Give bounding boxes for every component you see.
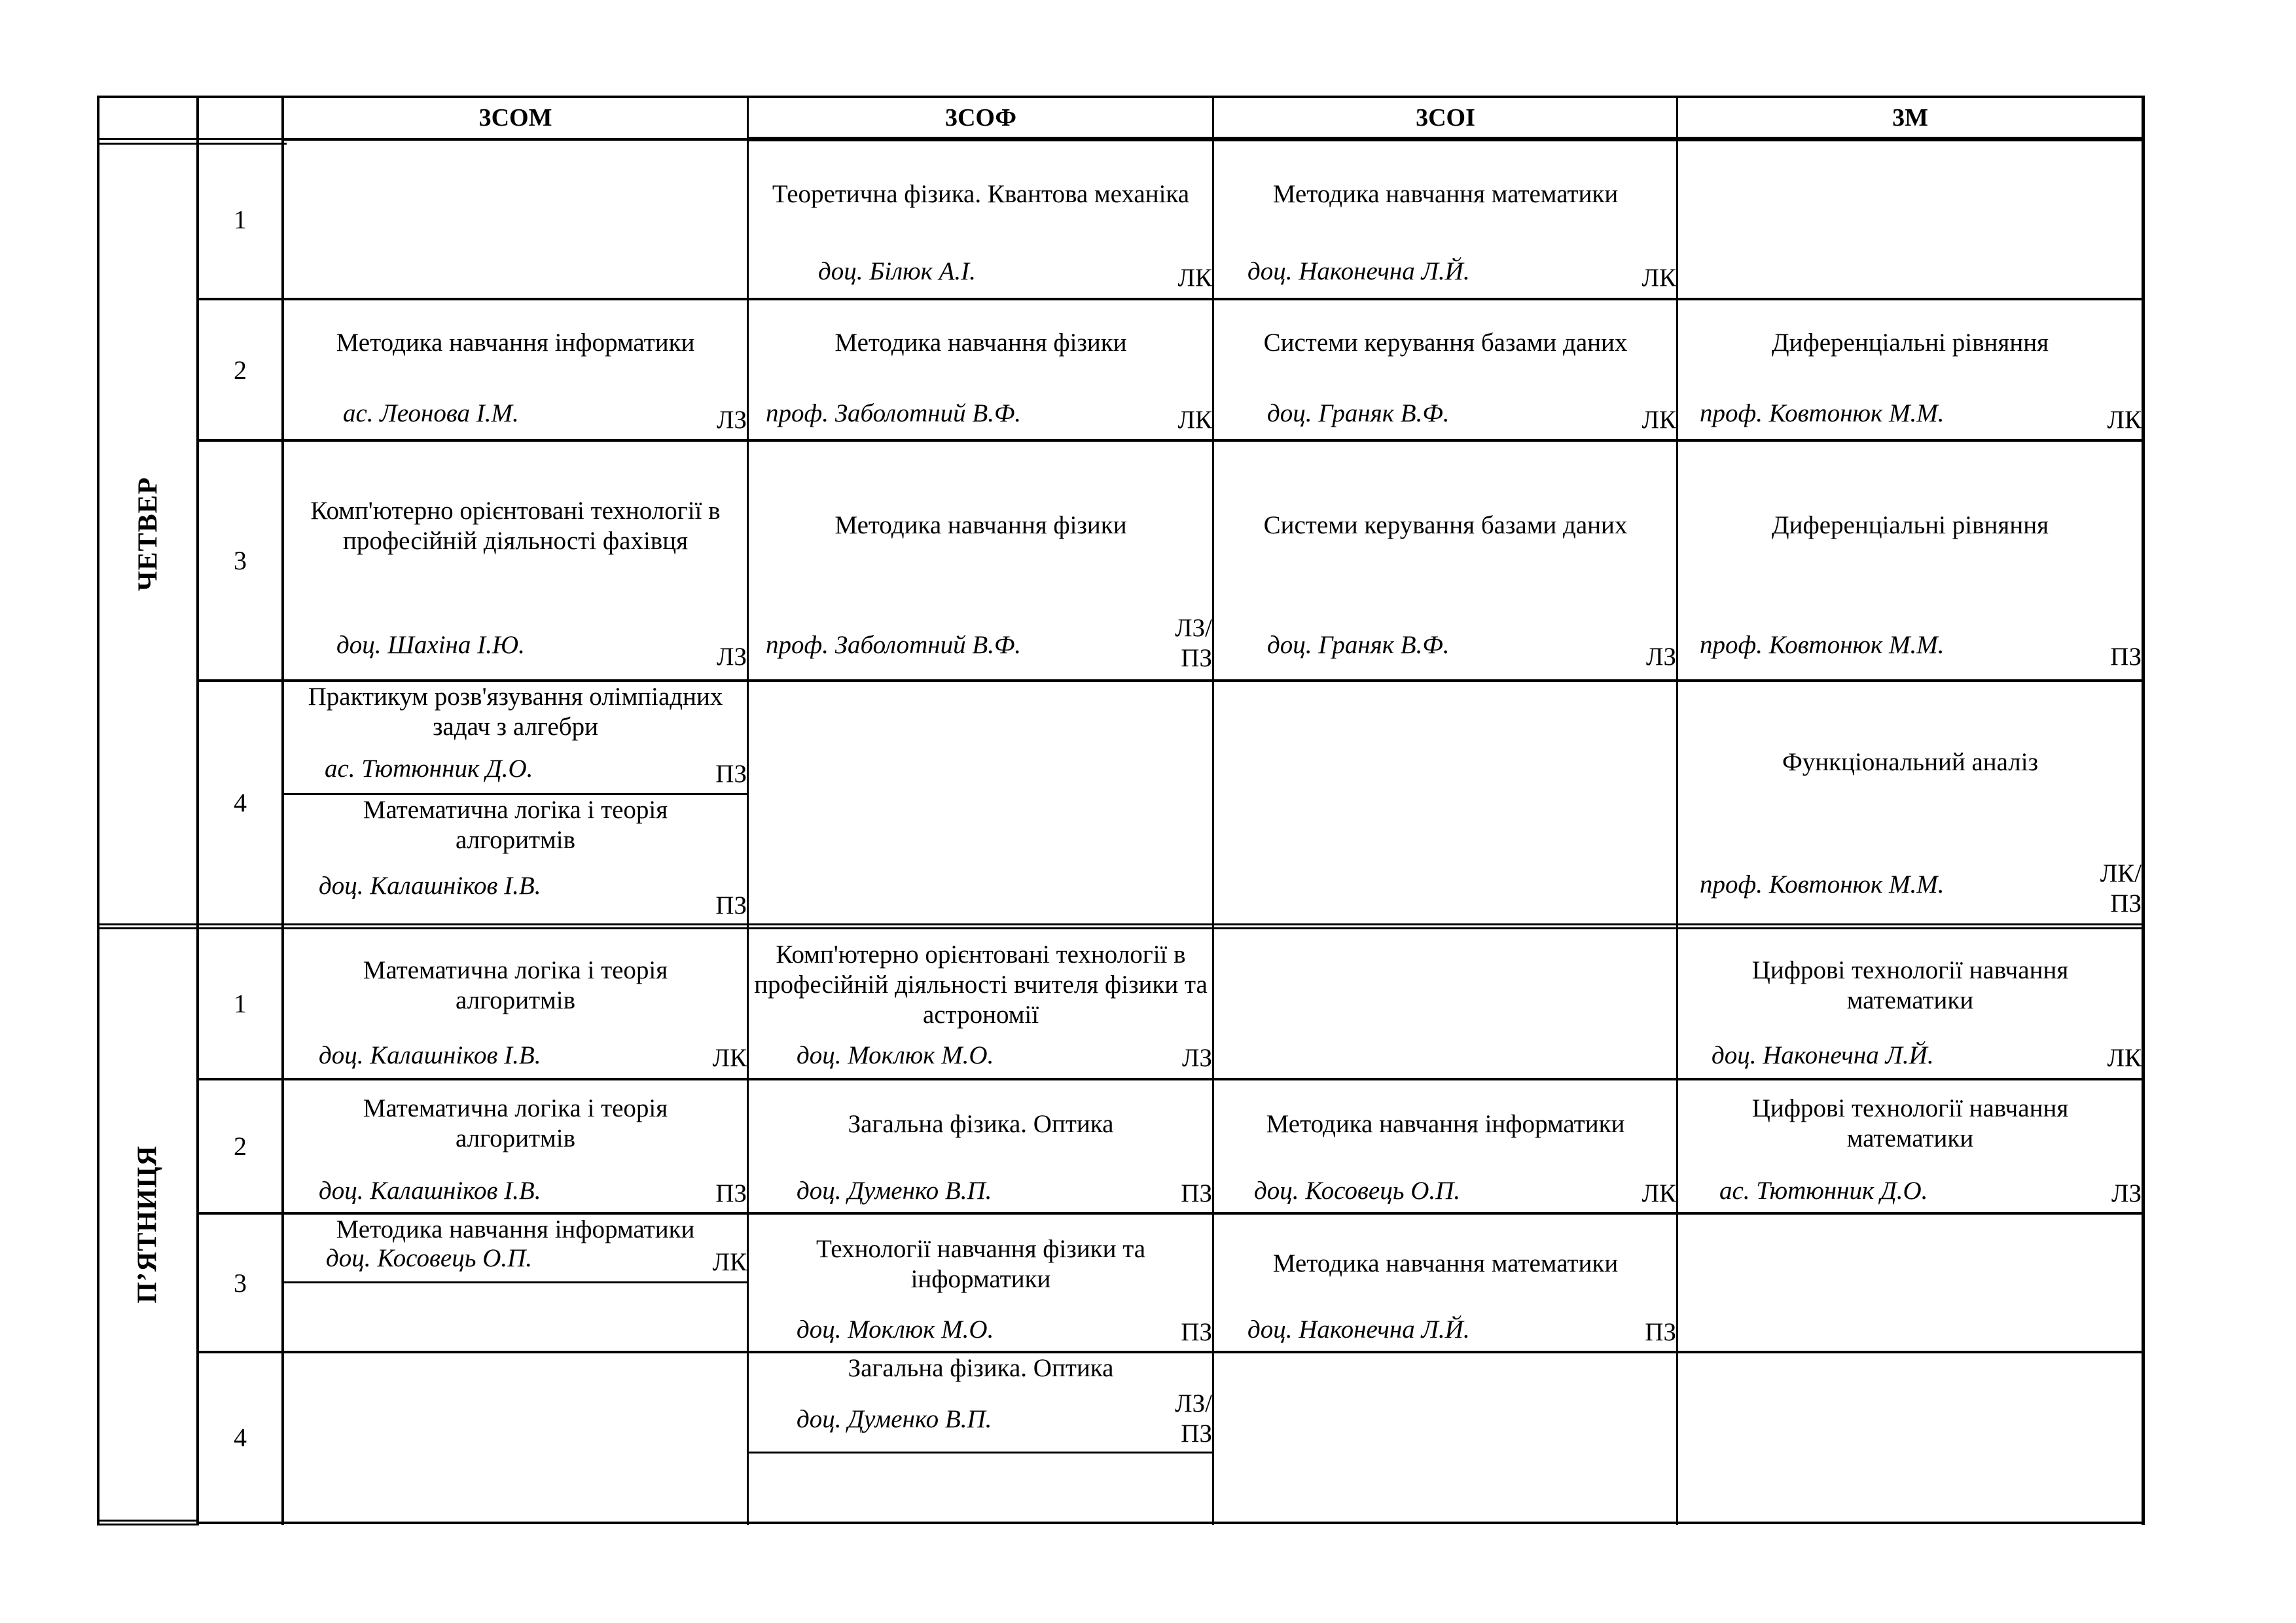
lesson-type: ЛЗ: [717, 643, 747, 671]
teacher: доц. Косовець О.П.: [326, 1244, 533, 1272]
lesson-type: ПЗ: [2110, 643, 2142, 671]
subject: Системи керування базами даних: [1263, 511, 1628, 539]
pair-number: 1: [234, 989, 247, 1018]
lesson-cell[interactable]: [1677, 442, 2143, 679]
teacher: доц. Граняк В.Ф.: [1267, 631, 1450, 659]
lesson-type: ЛЗ: [1182, 1044, 1212, 1072]
lesson-cell[interactable]: [1677, 682, 2143, 923]
lesson-type: ПЗ: [715, 1179, 747, 1207]
lesson-cell[interactable]: [748, 300, 1213, 439]
day-name: ЧЕТВЕР: [133, 476, 164, 591]
lesson-cell[interactable]: [283, 1215, 748, 1281]
lesson-type: ЛК: [712, 1044, 747, 1072]
lesson-type: ЛК: [712, 1248, 747, 1276]
lesson-type: ЛК: [1177, 406, 1212, 434]
lesson-cell[interactable]: [283, 682, 748, 793]
lesson-cell[interactable]: [1213, 1080, 1677, 1212]
subject: Цифрові технології навчання математики: [1751, 1094, 2069, 1152]
teacher: ас. Тютюнник Д.О.: [1719, 1177, 1928, 1205]
subject: Комп'ютерно орієнтовані технології в професійній діяльності фахівця: [310, 497, 721, 555]
teacher: доц. Моклюк М.О.: [797, 1041, 994, 1069]
teacher: доц. Думенко В.П.: [797, 1405, 992, 1433]
teacher: доц. Думенко В.П.: [797, 1177, 992, 1205]
subject: Методика навчання математики: [1272, 1249, 1619, 1277]
cell-split: [748, 1452, 1213, 1454]
lesson-type: ЛК/ ПЗ: [2100, 859, 2142, 918]
lesson-type: ЛЗ: [1646, 643, 1676, 671]
lesson-cell[interactable]: [1213, 442, 1677, 679]
lesson-cell[interactable]: [1213, 1215, 1677, 1351]
subject: Диференціальні рівняння: [1771, 511, 2049, 539]
table-border-bottom: [196, 1522, 2144, 1524]
lesson-cell[interactable]: [748, 1215, 1213, 1351]
day-divider: [97, 923, 2144, 925]
teacher: доц. Шахіна І.Ю.: [336, 631, 525, 659]
lesson-cell[interactable]: [1677, 929, 2143, 1078]
lesson-type: ПЗ: [715, 760, 747, 788]
subject: Методика навчання фізики: [834, 329, 1127, 357]
lesson-cell[interactable]: [748, 141, 1213, 298]
group-header-3m: 3М: [1892, 104, 1928, 132]
pair-number: 2: [234, 1132, 247, 1161]
teacher: проф. Ковтонюк М.М.: [1700, 870, 1945, 899]
lesson-type: ПЗ: [1645, 1318, 1676, 1346]
group-header-3coi: 3СОІ: [1416, 104, 1475, 132]
teacher: проф. Ковтонюк М.М.: [1700, 399, 1945, 427]
day-name: П’ЯТНИЦЯ: [133, 1145, 163, 1304]
table-border-bottom: [97, 1520, 199, 1522]
lesson-type: ПЗ: [1181, 1179, 1212, 1207]
lesson-type: ЛК: [2107, 1044, 2142, 1072]
table-border-bottom: [97, 1524, 199, 1525]
teacher: доц. Наконечна Л.Й.: [1247, 257, 1470, 285]
subject: Методика навчання інформатики: [1266, 1110, 1625, 1138]
lesson-type: ЛК: [1641, 406, 1676, 434]
lesson-cell[interactable]: [283, 929, 748, 1078]
lesson-type: ПЗ: [1181, 1318, 1212, 1346]
pair-number: 3: [234, 1268, 247, 1298]
teacher: доц. Наконечна Л.Й.: [1712, 1041, 1934, 1069]
pair-number: 2: [234, 355, 247, 385]
lesson-cell[interactable]: [283, 300, 748, 439]
lesson-type: ЛК: [1641, 264, 1676, 292]
subject: Математична логіка і теорія алгоритмів: [363, 796, 668, 854]
lesson-cell[interactable]: [283, 1080, 748, 1212]
teacher: ас. Тютюнник Д.О.: [325, 755, 533, 783]
lesson-type: ЛК: [1641, 1179, 1676, 1207]
subject: Технології навчання фізики та інформатики: [816, 1235, 1146, 1293]
lesson-type: ЛЗ: [2111, 1179, 2142, 1207]
lesson-type: ЛК: [1177, 264, 1212, 292]
subject: Методика навчання фізики: [834, 511, 1127, 539]
pair-number: 4: [234, 1423, 247, 1452]
teacher: проф. Заболотний В.Ф.: [766, 631, 1022, 659]
subject: Загальна фізика. Оптика: [848, 1110, 1114, 1138]
group-header-3com: 3СОМ: [478, 104, 552, 132]
lesson-cell[interactable]: [748, 1353, 1213, 1452]
lesson-cell[interactable]: [748, 1080, 1213, 1212]
lesson-cell[interactable]: [1677, 1080, 2143, 1212]
subject: Практикум розв'язування олімпіадних задач з алгебри: [308, 683, 723, 741]
subject: Математична логіка і теорія алгоритмів: [363, 1094, 668, 1152]
teacher: ас. Леонова І.М.: [343, 399, 519, 427]
lesson-type: ЛК: [2107, 406, 2142, 434]
pair-number: 3: [234, 546, 247, 575]
teacher: проф. Ковтонюк М.М.: [1700, 631, 1945, 659]
subject: Математична логіка і теорія алгоритмів: [363, 956, 668, 1014]
cell-split: [283, 1281, 748, 1283]
header-divider: [283, 138, 749, 141]
lesson-cell[interactable]: [1213, 141, 1677, 298]
subject: Функціональний аналіз: [1782, 748, 2038, 776]
teacher: доц. Наконечна Л.Й.: [1247, 1315, 1470, 1344]
group-header-3cof: 3СОФ: [944, 104, 1017, 132]
pair-number: 4: [234, 788, 247, 817]
lesson-cell[interactable]: [283, 442, 748, 679]
lesson-type: ЛЗ/ ПЗ: [1175, 1389, 1212, 1448]
lesson-cell[interactable]: [1213, 300, 1677, 439]
teacher: доц. Калашніков І.В.: [319, 1041, 541, 1069]
subject: Диференціальні рівняння: [1771, 329, 2049, 357]
header-divider: [97, 138, 287, 140]
subject: Загальна фізика. Оптика: [848, 1354, 1114, 1382]
teacher: доц. Моклюк М.О.: [797, 1315, 994, 1344]
subject: Комп'ютерно орієнтовані технології в професійній діяльності вчителя фізики та астрономії: [754, 940, 1208, 1029]
subject: Теоретична фізика. Квантова механіка: [772, 180, 1190, 208]
subject: Методика навчання математики: [1272, 180, 1619, 208]
subject: Методика навчання інформатики: [336, 329, 695, 357]
subject: Методика навчання інформатики: [336, 1215, 695, 1243]
header-divider-thick: [748, 137, 2144, 141]
lesson-cell[interactable]: [1677, 300, 2143, 439]
teacher: доц. Білюк А.І.: [818, 257, 976, 285]
teacher: доц. Калашніков І.В.: [319, 1177, 541, 1205]
lesson-cell[interactable]: [748, 442, 1213, 679]
subject: Цифрові технології навчання математики: [1751, 956, 2069, 1014]
pair-number: 1: [234, 205, 247, 234]
day-label-thursday: [99, 144, 196, 923]
lesson-type: ЛЗ/ ПЗ: [1175, 614, 1212, 672]
teacher: доц. Калашніков І.В.: [319, 872, 541, 900]
lesson-type: ЛЗ: [717, 406, 747, 434]
day-label-friday: [99, 929, 196, 1520]
lesson-cell[interactable]: [748, 929, 1213, 1078]
lesson-type: ПЗ: [715, 891, 747, 919]
teacher: доц. Граняк В.Ф.: [1267, 399, 1450, 427]
lesson-cell[interactable]: [283, 795, 748, 923]
teacher: доц. Косовець О.П.: [1254, 1177, 1461, 1205]
teacher: проф. Заболотний В.Ф.: [766, 399, 1022, 427]
subject: Системи керування базами даних: [1263, 329, 1628, 357]
